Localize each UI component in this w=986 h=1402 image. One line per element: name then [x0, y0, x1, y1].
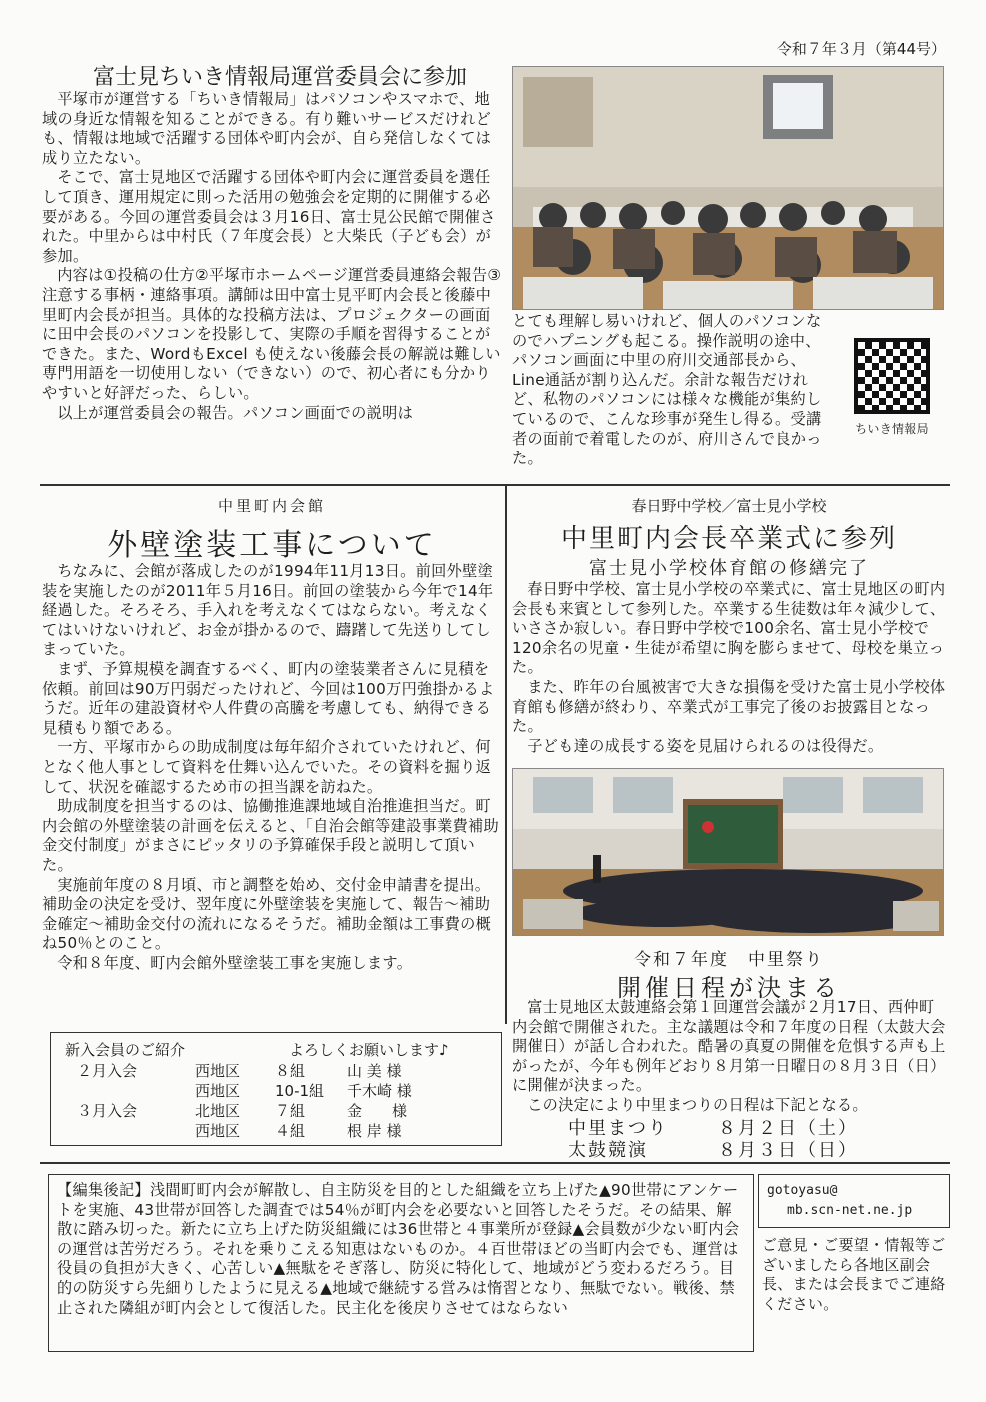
article1-continuation — [512, 312, 942, 469]
members-heading: 新入会員のご紹介 — [65, 1041, 186, 1059]
article3-body — [512, 580, 946, 756]
list-item: ２月入会 西地区 ８組 山 美 様 — [77, 1062, 402, 1080]
paragraph: とても理解し易いけれど、個人のパソコンなのでハプニングも起こる。操作説明の途中、パソコン画面に中里の府川交通部長から、Line通話が割り込んだ。余計な報告だけれど、私物のパソコンには様々な機能が集約しているので、こんな珍事が発生し得る。受講者の面前で着電したのが、府川さんで良かった。 — [512, 312, 822, 468]
editorial-label: 【編集後記】 — [57, 1181, 150, 1199]
article3-kicker: 春日野中学校／富士見小学校 — [631, 497, 827, 515]
paragraph: 以上が運営委員会の報告。パソコン画面での説明は — [57, 403, 414, 422]
article3-title: 中里町内会長卒業式に参列 — [560, 524, 897, 554]
paragraph: 実施前年度の８月頃、市と調整を始め、交付金申請書を提出。補助金の決定を受け、翌年度に外壁塗装を実施して、報告～補助金確定～補助金交付の流れになるそうだ。補助金額は工事費の概ね50％とのこと。 — [42, 875, 492, 953]
list-item: ３月入会 北地区 ７組 金 様 — [77, 1102, 408, 1120]
article4-kicker: 令和７年度 中里祭り — [634, 950, 824, 970]
article4-title: 開催日程が決まる — [617, 974, 841, 1002]
article2-kicker: 中里町内会館 — [217, 497, 326, 515]
new-members-box — [50, 1032, 502, 1146]
paragraph: ちなみに、会館が落成したのが1994年11月13日。前回外壁塗装を実施したのが2011年５月16日。前回の塗装から今年で14年経過した。そろそろ、手入れを考えなくてはならない。考えなくてはいけないけれど、お金が掛かるので、躊躇して先送りしてしまっていた。 — [42, 562, 494, 659]
members-greeting: よろしくお願いします♪ — [289, 1041, 449, 1059]
list-item: 西地区 10-1組 千木崎 様 — [195, 1082, 412, 1100]
issue-date: 令和７年３月（第44号） — [776, 40, 946, 58]
paragraph: 令和８年度、町内会館外壁塗装工事を実施します。 — [57, 953, 413, 972]
paragraph: そこで、富士見地区で活躍する団体や町内会に運営委員を選任して頂き、運用規定に則った活用の勉強会を定期的に開催する必要がある。今回の運営委員会は３月16日、富士見公民館で開催された。中里からは中村氏（７年度会長）と大柴氏（子ども会）が参加。 — [42, 168, 496, 265]
list-item: 中里まつり ８月２日（土） — [568, 1118, 858, 1139]
contact-message: ご意見・ご要望・情報等ございましたら各地区副会長、または会長までご連絡ください。 — [762, 1236, 946, 1313]
list-item: 西地区 ４組 根 岸 様 — [195, 1122, 402, 1140]
article1-title: 富士見ちいき情報局運営委員会に参加 — [92, 65, 467, 90]
editorial-text: 【編集後記】浅間町町内会が解散し、自主防災を目的とした組織を立ち上げた▲90世帯にアンケートを実施、43世帯が回答した調査では54％が町内会を必要ないと回答したそうだ。その結果、解散に踏み切った。新たに立ち上げた防災組織には36世帯と４事業所が登録▲会員数が少ない町内会の運営は苦労だろう。それを乗りこえる知恵はないものか。４百世帯ほどの当町内会でも、運営は役員の負担が大きく、心苦しい▲無駄をそぎ落し、防災に特化して、地域がどう変わるだろう。目的の防災すら先細りしたように見える▲地域で継続する営みは惰習となり、無駄でない。戦後、禁止された隣組が町内会として復活した。民主化を後戻りさせてはならない — [57, 1181, 740, 1317]
gymnasium-photo — [512, 768, 944, 936]
paragraph: 富士見地区太鼓連絡会第１回運営会議が２月17日、西仲町内会館で開催された。主な議題は令和７年度の日程（太鼓大会開催日）が話し合われた。酷暑の真夏の開催を危惧する声も上がったが、今年も例年どおり８月第一日曜日の８月３日（日）に開催が決まった。 — [512, 998, 946, 1095]
editorial-box — [48, 1174, 754, 1352]
contact-email[interactable]: gotoyasu@ mb.scn-net.ne.jp — [758, 1174, 950, 1228]
list-item: 太鼓競演 ８月３日（日） — [568, 1140, 858, 1161]
article2-body — [42, 562, 502, 973]
divider — [505, 484, 507, 1024]
paragraph: 平塚市が運営する「ちいき情報局」はパソコンやスマホで、地域の身近な情報を知ることができる。有り難いサービスだけれども、情報は地域で活躍する団体や町内会が、自ら発信しなくては成り立たない。 — [42, 90, 492, 167]
qr-label: ちいき情報局 — [855, 422, 929, 436]
qr-block — [842, 312, 942, 442]
paragraph: この決定により中里まつりの日程は下記となる。 — [527, 1095, 868, 1114]
paragraph: また、昨年の台風被害で大きな損傷を受けた富士見小学校体育館も修繕が終わり、卒業式が工事完了後のお披露目となった。 — [512, 677, 946, 736]
article2-title: 外壁塗装工事について — [107, 528, 437, 563]
qr-code-icon[interactable] — [854, 338, 930, 414]
festival-schedule — [568, 1118, 908, 1162]
meeting-photo — [512, 66, 944, 310]
article3-subtitle: 富士見小学校体育館の修繕完了 — [589, 558, 869, 579]
contact-box — [758, 1174, 950, 1350]
paragraph: 助成制度を担当するのは、協働推進課地域自治推進担当だ。町内会館の外壁塗装の計画を伝えると、「自治会館等建設事業費補助金交付制度」がまさにピッタリの予算確保手段と説明して頂いた。 — [42, 797, 500, 874]
paragraph: 春日野中学校、富士見小学校の卒業式に、富士見地区の町内会長も来賓として参列した。卒業する生徒数は年々減少して、いささか寂しい。春日野中学校で100余名、富士見小学校で120余名の児童・生徒が希望に胸を膨らませて、母校を巣立った。 — [512, 580, 946, 677]
paragraph: まず、予算規模を調査するべく、町内の塗装業者さんに見積を依頼。前回は90万円弱だったけれど、今回は100万円強掛かるようだ。近年の建設資材や人件費の高騰を考慮しても、納得できる見積もり額である。 — [42, 659, 495, 737]
article4-body — [512, 998, 946, 1116]
paragraph: 一方、平塚市からの助成制度は毎年紹介されていたけれど、何となく他人事として資料を仕舞い込んでいた。その資料を掘り返して、状況を確認するため市の担当課を訪ねた。 — [42, 738, 492, 796]
paragraph: 子ども達の成長する姿を見届けられるのは役得だ。 — [527, 736, 884, 755]
paragraph: 内容は①投稿の仕方②平塚市ホームページ運営委員連絡会報告③注意する事柄・連絡事項。講師は田中富士見平町内会長と後藤中里町内会長が担当。具体的な投稿方法は、プロジェクターの画面に田中会長のパソコンを投影して、実際の手順を習得することができた。また、WordもExcel も使えない後藤会長の解説は難しい専門用語を一切使用しない（できない）ので、初心者にも分かりやすいと好評だった、らしい。 — [42, 266, 502, 402]
divider — [40, 484, 950, 486]
divider — [40, 1162, 950, 1164]
article1-body — [42, 90, 502, 423]
members-list — [77, 1061, 487, 1141]
